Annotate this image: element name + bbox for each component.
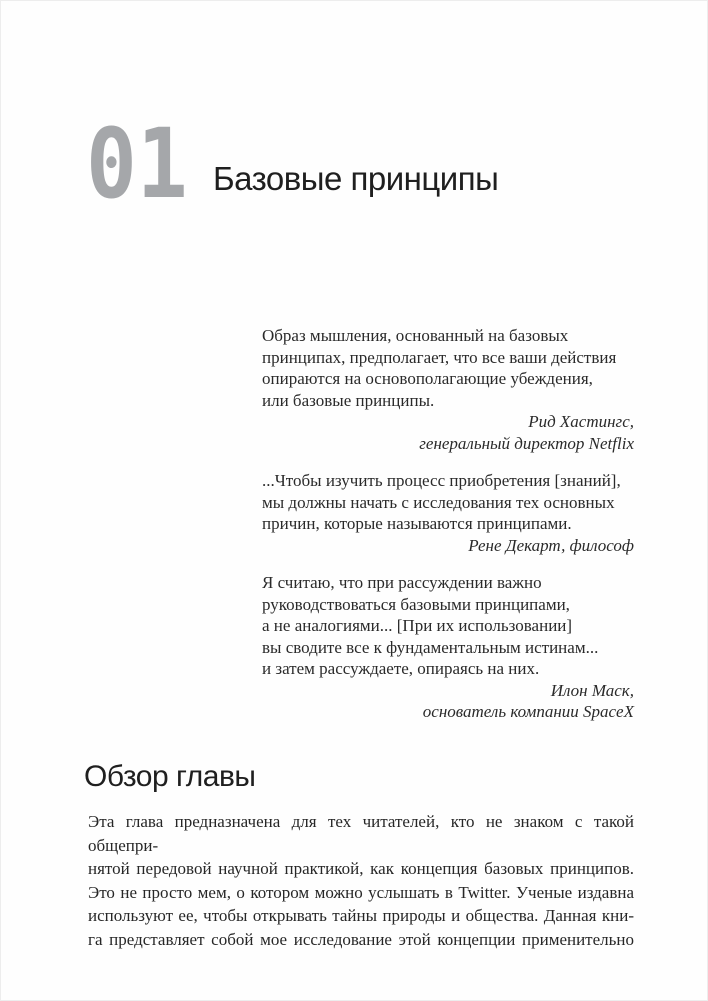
paragraph-line: Эта глава предназначена для тех читателей, кто не знаком с такой общепри- (88, 812, 634, 855)
overview-paragraph (88, 810, 634, 951)
quote-line: принципах, предполагает, что все ваши действия (262, 347, 617, 367)
quote-text (262, 572, 634, 680)
quote-text (262, 325, 634, 411)
attribution-line: основатель компании SpaceX (422, 702, 634, 721)
quote-attribution (262, 411, 634, 454)
chapter-number: 01 (86, 108, 188, 220)
attribution-line: Рене Декарт, философ (468, 535, 634, 555)
section-heading: Обзор главы (84, 760, 256, 793)
chapter-title: Базовые принципы (213, 160, 499, 197)
quote-line: Я считаю, что при рассуждении важно (262, 573, 542, 592)
quote-text (262, 470, 634, 535)
quote-attribution (262, 535, 634, 557)
paragraph-line: га представляет собой мое исследование этой концепции применительно (88, 929, 634, 949)
attribution-line: Илон Маск, (550, 680, 634, 700)
quote-line: причин, которые называются принципами. (262, 514, 572, 533)
paragraph-line: используют ее, чтобы открывать тайны природы и общества. Данная кни- (88, 906, 634, 925)
quote-line: мы должны начать с исследования тех основных (262, 492, 615, 512)
quote-line: руководствоваться базовыми принципами, (262, 594, 570, 614)
quote-attribution (262, 680, 634, 723)
quote-line: а не аналогиями... [При их использовании] (262, 616, 573, 635)
quote-line: Образ мышления, основанный на базовых (262, 326, 569, 345)
epigraph-quote-musk (262, 572, 634, 723)
quote-line: ...Чтобы изучить процесс приобретения [знаний], (262, 471, 621, 490)
quote-line: опираются на основополагающие убеждения, (262, 369, 593, 388)
attribution-line: Рид Хастингс, (528, 412, 634, 431)
quote-line: и затем рассуждаете, опираясь на них. (262, 659, 540, 678)
epigraph-section (262, 325, 634, 723)
paragraph-line: нятой передовой научной практикой, как концепция базовых принципов. (88, 859, 634, 878)
attribution-line: генеральный директор Netflix (419, 433, 634, 453)
quote-line: вы сводите все к фундаментальным истинам... (262, 637, 599, 657)
quote-line: или базовые принципы. (262, 390, 435, 410)
epigraph-quote-hastings (262, 325, 634, 454)
paragraph-line: Это не просто мем, о котором можно услышать в Twitter. Ученые издавна (88, 882, 634, 902)
epigraph-quote-descartes (262, 470, 634, 556)
